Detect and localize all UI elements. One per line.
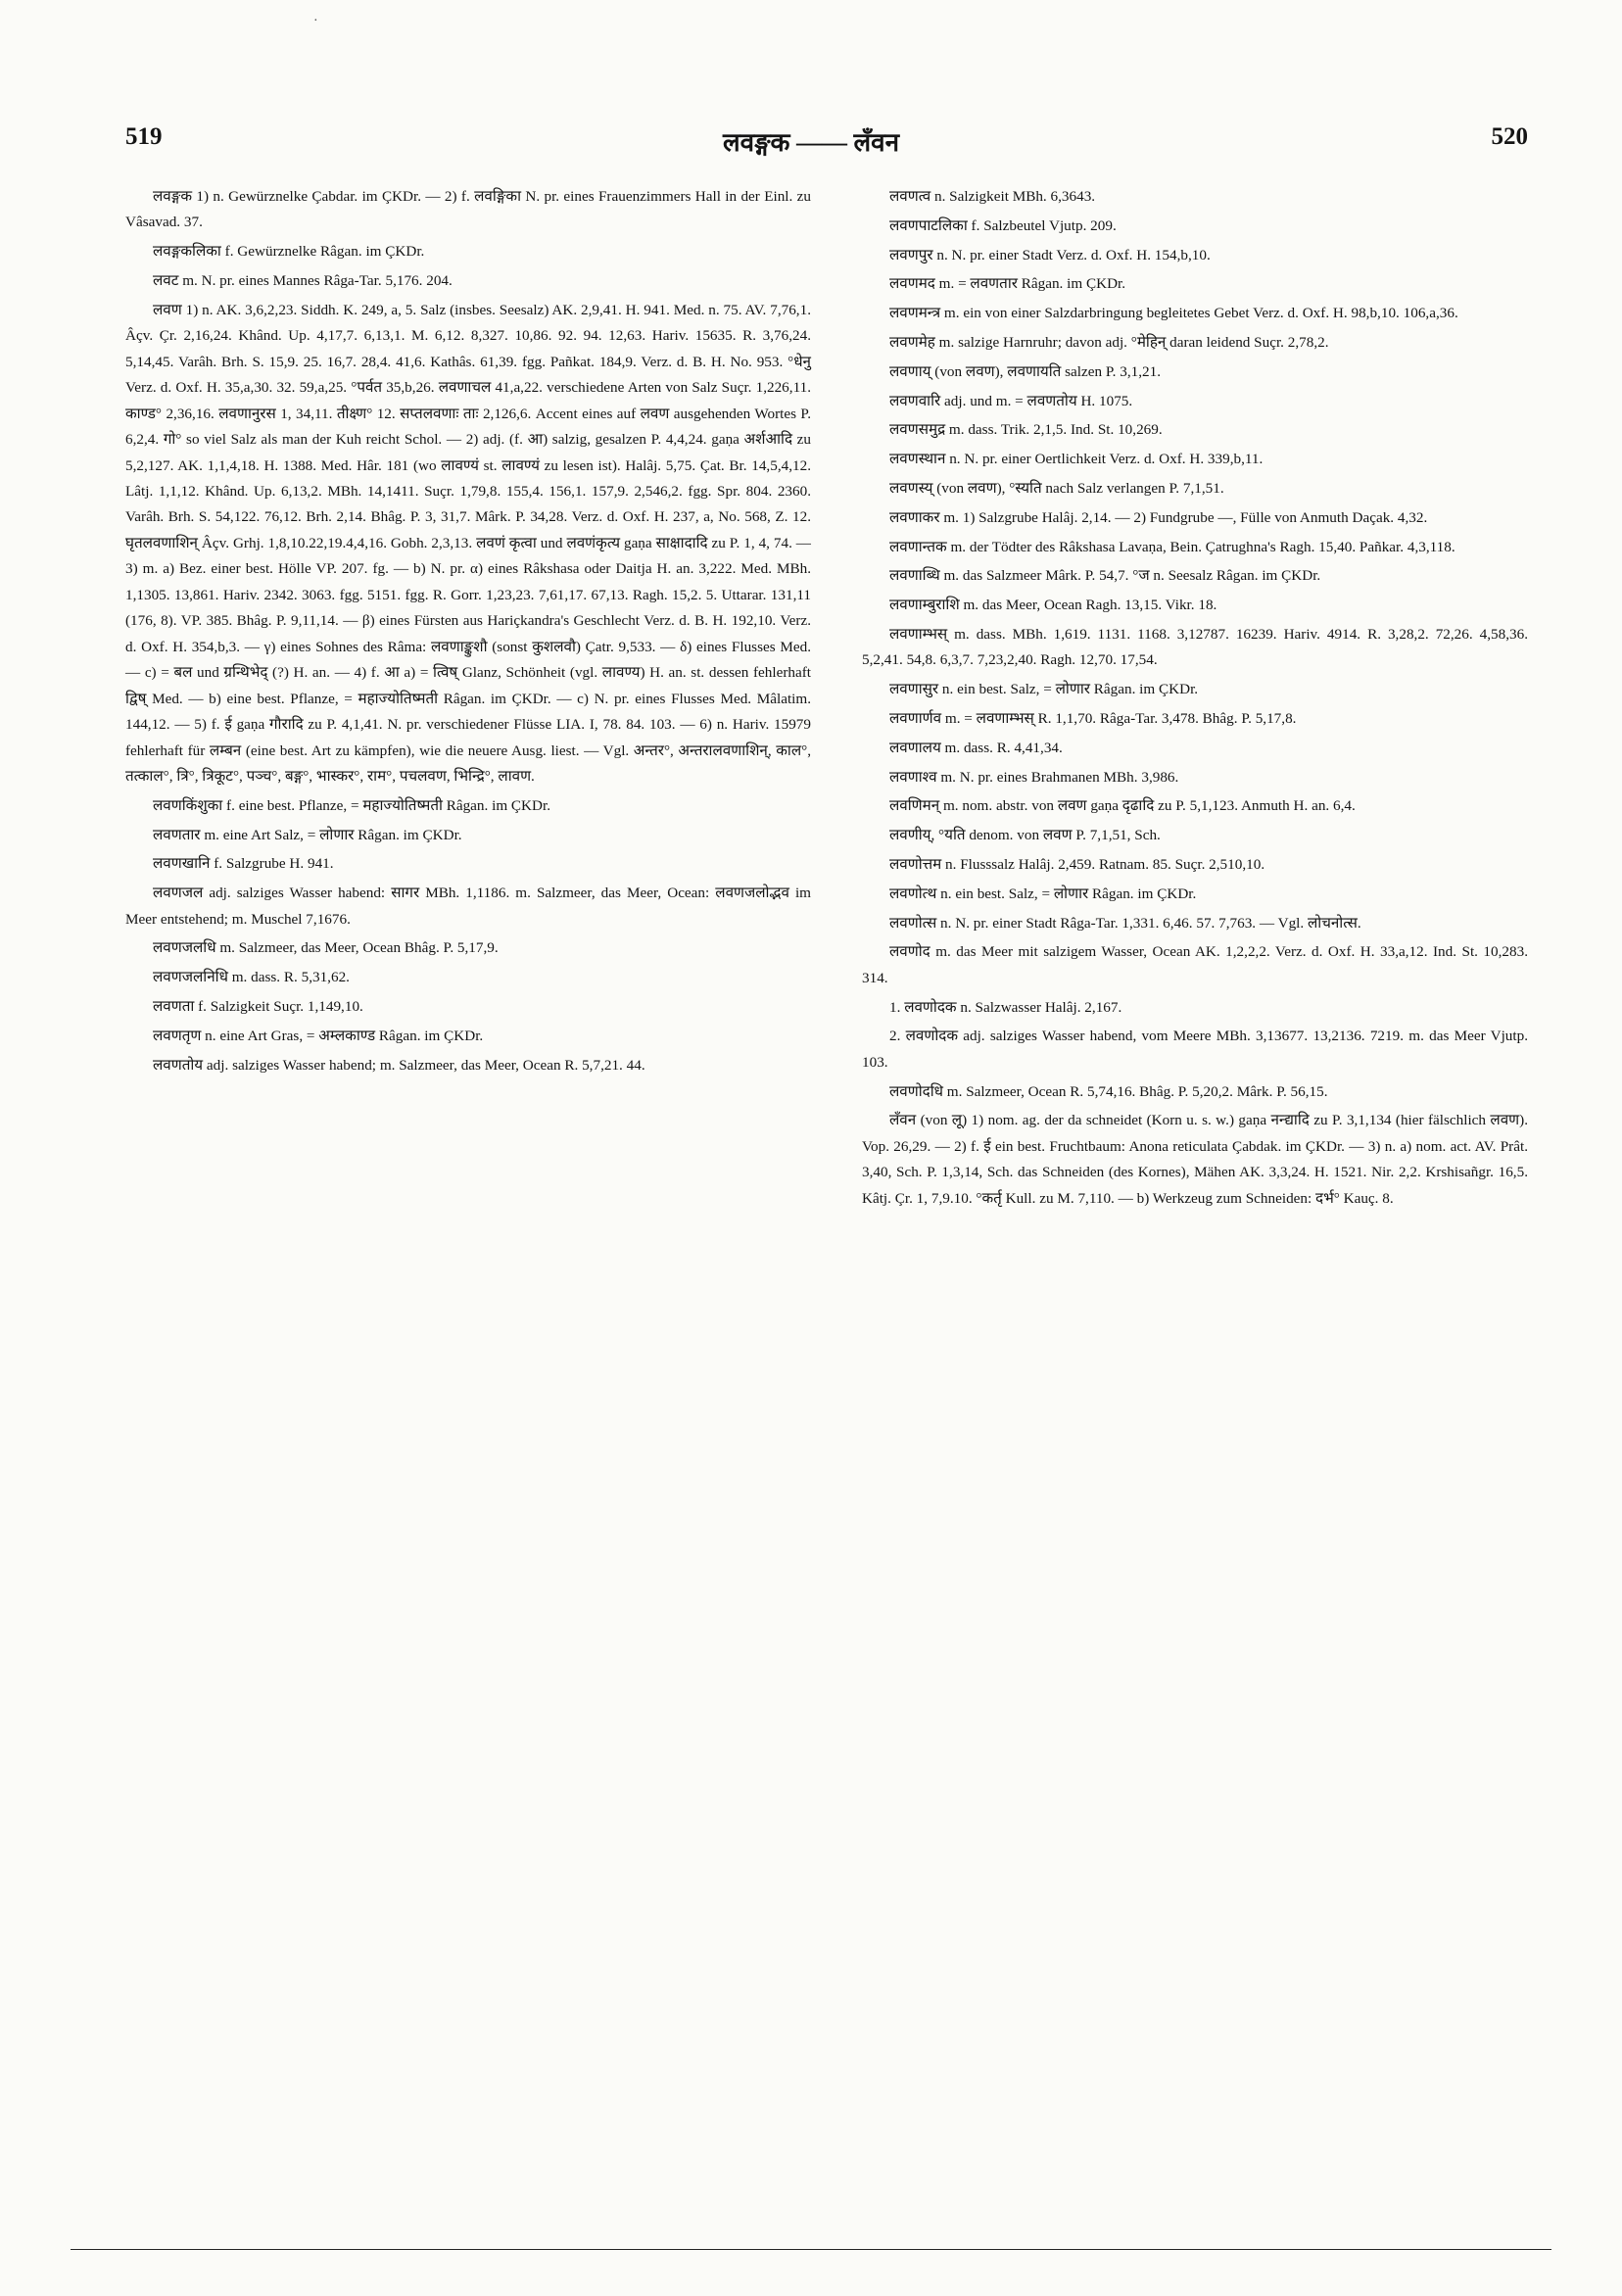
dictionary-entry: लवणजलधि m. Salzmeer, das Meer, Ocean Bhâg. P. 5,17,9. <box>153 939 499 957</box>
dictionary-entry: लवणस्थान n. N. pr. einer Oertlichkeit Verz. d. Oxf. H. 339,b,11. <box>889 451 1264 468</box>
dictionary-entry: लवणासुर n. ein best. Salz, = लोणार Râgan. im ÇKDr. <box>889 681 1199 698</box>
page-number-left: 519 <box>125 123 163 150</box>
page-header <box>0 123 1622 163</box>
dictionary-entry: लवणतृण n. eine Art Gras, = अम्लकाण्ड Râgan. im ÇKDr. <box>153 1027 484 1044</box>
dictionary-entry: लवणपाटलिका f. Salzbeutel Vjutp. 209. <box>889 216 1117 234</box>
dictionary-entry: लवणाब्धि m. das Salzmeer Mârk. P. 54,7. °ज n. Seesalz Râgan. im ÇKDr. <box>889 567 1321 585</box>
dictionary-entry: लवणालय m. dass. R. 4,41,34. <box>889 739 1063 756</box>
bottom-rule <box>71 2249 1551 2250</box>
dictionary-entry: लवणार्णव m. = लवणाम्भस् R. 1,1,70. Râga-Tar. 3,478. Bhâg. P. 5,17,8. <box>889 710 1297 727</box>
dictionary-entry: लवणान्तक m. der Tödter des Râkshasa Lavaṇa, Bein. Çatrughna's Ragh. 15,40. Pañkar. 4,3,118. <box>889 538 1455 555</box>
dictionary-entry: लवणोद m. das Meer mit salzigem Wasser, Ocean AK. 1,2,2,2. Verz. d. Oxf. H. 33,a,12. Ind. St. 10,283. 314. <box>862 943 1528 986</box>
right-column <box>862 184 1528 1216</box>
left-column <box>125 184 811 1081</box>
dictionary-entry: लवणीय्, °यति denom. von लवण P. 7,1,51, Sch. <box>889 827 1161 844</box>
dictionary-entry: लवणमद m. = लवणतार Râgan. im ÇKDr. <box>889 275 1126 293</box>
dictionary-entry: लवणखानि f. Salzgrube H. 941. <box>153 855 334 873</box>
dictionary-entry: 1. लवणोदक n. Salzwasser Halâj. 2,167. <box>889 998 1122 1016</box>
dictionary-entry: लवणाय् (von लवण), लवणायति salzen P. 3,1,21. <box>889 362 1161 380</box>
dictionary-entry: लवणतार m. eine Art Salz, = लोणार Râgan. im ÇKDr. <box>153 826 462 843</box>
dictionary-entry: लवणाम्बुराशि m. das Meer, Ocean Ragh. 13,15. Vikr. 18. <box>889 597 1217 614</box>
dictionary-entry: लवणिमन् m. nom. abstr. von लवण gaṇa दृढादि zu P. 5,1,123. Anmuth H. an. 6,4. <box>889 797 1356 815</box>
dictionary-entry: लवण 1) n. AK. 3,6,2,23. Siddh. K. 249, a, 5. Salz (insbes. Seesalz) AK. 2,9,41. H. 941. Med. n. 75. AV. 7,76,1. Âçv. Çr. 2,16,24. Khând. Up. 4,17,7. 6,13,1. M. 6,12. 8,327. 10,86. 92. 94. 12,63. Hariv. 15635. R. 3,76,24. 5,14,45. Varâh. Brh. S. 15,9. 25. 16,7. 28,4. 41,6. Kathâs. 61,39. fgg. Pañkat. 184,9. Verz. d. B. H. No. 953. °धेनु Verz. d. Oxf. H. 35,a,30. 32. 59,a,25. °पर्वत 35,b,26. लवणाचल 41,a,22. verschiedene Arten von Salz Suçr. 1,226,11. काण्ड° 2,36,16. लवणानुरस 1, 34,11. तीक्ष्ण° 12. सप्तलवणाः ताः 2,126,6. Accent eines auf लवण ausgehenden Wortes P. 6,2,4. गो° so viel Salz als man der Kuh reicht Schol. — 2) adj. (f. आ) salzig, gesalzen P. 4,4,24. gaṇa अर्शआदि zu 5,2,127. AK. 1,1,4,18. H. 1388. Med. Hâr. 181 (wo लावण्यं st. लावण्यं zu lesen ist). Halâj. 5,75. Çat. Br. 14,5,4,12. Lâtj. 1,1,12. Khând. Up. 6,13,2. MBh. 14,1411. Suçr. 1,79,8. 155,4. 156,1. 157,9. 2,546,2. fgg. Spr. 804. 2360. Varâh. Brh. S. 54,122. 76,12. Brh. 2,14. Bhâg. P. 3, 31,7. Mârk. P. 34,28. Verz. d. Oxf. H. 237, a, No. 568, Z. 12. घृतलवणाशिन् Âçv. Grhj. 1,8,10.22,19.4,4,16. Gobh. 2,3,13. लवणं कृत्वा und लवणंकृत्य gaṇa साक्षादादि zu P. 1, 4, 74. — 3) m. a) Bez. einer best. Hölle VP. 207. fg. — b) N. pr. α) eines Râkshasa oder Daitja H. an. 3,222. Med. MBh. 1,1305. 13,861. Hariv. 2342. 3063. fgg. 5151. fgg. R. Gorr. 1,23,23. 7,61,17. 67,13. Ragh. 15,2. 5. Uttarar. 131,11 (176, 8). VP. 385. Bhâg. P. 9,11,14. — β) eines Fürsten aus Hariçkandra's Geschlecht Verz. d. B. H. 192,10. Verz. d. Oxf. H. 354,b,3. — γ) eines Sohnes des Râma: लवणाङ्कुशौ (sonst कुशलवौ) Çatr. 9,533. — δ) eines Flusses Med. — c) = बल und ग्रन्थिभेद् (?) H. an. — 4) f. आ a) = त्विष् Glanz, Schönheit (vgl. लावण्य) H. an. st. dessen fehlerhaft द्विष् Med. — b) eine best. Pflanze, = महाज्योतिष्मती Râgan. im ÇKDr. — c) N. pr. eines Flusses Med. Mâlatim. 144,12. — 5) f. ई gaṇa गौरादि zu P. 4,1,41. N. pr. verschiedener Flüsse LIA. I, 78. 84. 103. — 6) n. Hariv. 15979 fehlerhaft für लम्बन (eine best. Art zu kämpfen), wie die neuere Ausg. liest. — Vgl. अन्तर°, अन्तरालवणाशिन्, काल°, तत्काल°, त्रि°, त्रिकूट°, पञ्च°, बङ्ग°, भास्कर°, राम°, पचलवण, भिन्द्रि°, लावण. <box>125 301 811 785</box>
dictionary-entry: लवणजल adj. salziges Wasser habend: सागर MBh. 1,1186. m. Salzmeer, das Meer, Ocean: लवणजलोद्भव im Meer entstehend; m. Muschel 7,1676. <box>125 885 811 928</box>
dictionary-entry: लवणपुर n. N. pr. einer Stadt Verz. d. Oxf. H. 154,b,10. <box>889 246 1211 263</box>
dictionary-entry: लवणोदधि m. Salzmeer, Ocean R. 5,74,16. Bhâg. P. 5,20,2. Mârk. P. 56,15. <box>889 1082 1328 1100</box>
dictionary-entry: लवणाश्व m. N. pr. eines Brahmanen MBh. 3,986. <box>889 768 1179 786</box>
dictionary-entry: लवङ्गकलिका f. Gewürznelke Râgan. im ÇKDr. <box>153 243 425 261</box>
dictionary-entry: लवणतोय adj. salziges Wasser habend; m. Salzmeer, das Meer, Ocean R. 5,7,21. 44. <box>153 1056 645 1074</box>
running-title: लवङ्गक —— लँवन <box>722 128 900 157</box>
stray-mark: · <box>313 14 318 28</box>
dictionary-entry: लवट m. N. pr. eines Mannes Râga-Tar. 5,176. 204. <box>153 272 453 290</box>
dictionary-entry: 2. लवणोदक adj. salziges Wasser habend, vom Meere MBh. 3,13677. 13,2136. 7219. m. das Meer Vjutp. 103. <box>862 1028 1528 1071</box>
dictionary-entry: लवणत्व n. Salzigkeit MBh. 6,3643. <box>889 188 1096 205</box>
dictionary-entry: लवणोत्थ n. ein best. Salz, = लोणार Râgan. im ÇKDr. <box>889 885 1197 902</box>
dictionary-entry: लवणोत्तम n. Flusssalz Halâj. 2,459. Ratnam. 85. Suçr. 2,510,10. <box>889 855 1265 873</box>
page-number-right: 520 <box>1491 123 1528 150</box>
dictionary-entry: लवङ्गक 1) n. Gewürznelke Çabdar. im ÇKDr. — 2) f. लवङ्गिका N. pr. eines Frauenzimmers Hall in der Einl. zu Vâsavad. 37. <box>125 188 811 231</box>
dictionary-entry: लवणमेह m. salzige Harnruhr; davon adj. °मेहिन् daran leidend Suçr. 2,78,2. <box>889 333 1329 351</box>
dictionary-entry: लवणमन्त्र m. ein von einer Salzdarbringung begleitetes Gebet Verz. d. Oxf. H. 98,b,10. 106,a,36. <box>889 305 1458 322</box>
dictionary-entry: लवणाम्भस् m. dass. MBh. 1,619. 1131. 1168. 3,12787. 16239. Hariv. 4914. R. 3,28,2. 72,26. 4,58,36. 5,2,41. 54,8. 6,3,7. 7,23,2,40. Ragh. 12,70. 17,54. <box>862 625 1528 669</box>
dictionary-entry: लवणजलनिधि m. dass. R. 5,31,62. <box>153 969 350 986</box>
dictionary-entry: लवणोत्स n. N. pr. einer Stadt Râga-Tar. 1,331. 6,46. 57. 7,763. — Vgl. लोचनोत्स. <box>889 914 1361 932</box>
dictionary-entry: लवणकिंशुका f. eine best. Pflanze, = महाज्योतिष्मती Râgan. im ÇKDr. <box>153 796 551 814</box>
dictionary-entry: लवणवारि adj. und m. = लवणतोय H. 1075. <box>889 392 1133 409</box>
dictionary-entry: लँवन (von लू) 1) nom. ag. der da schneidet (Korn u. s. w.) gaṇa नन्द्यादि zu P. 3,1,134 (hier fälschlich लवण). Vop. 26,29. — 2) f. ई ein best. Fruchtbaum: Anona reticulata Çabdak. im ÇKDr. — 3) n. a) nom. act. AV. Prât. 3,40, Sch. P. 1,3,14, Sch. das Schneiden (des Kornes), Mähen AK. 3,3,24. H. 1521. Nir. 2,2. Krshisañgr. 16,5. Kâtj. Çr. 1, 7,9.10. °कर्तृ Kull. zu M. 7,110. — b) Werkzeug zum Schneiden: दर्भ° Kauç. 8. <box>862 1112 1528 1207</box>
dictionary-entry: लवणसमुद्र m. dass. Trik. 2,1,5. Ind. St. 10,269. <box>889 421 1163 439</box>
dictionary-entry: लवणस्य् (von लवण), °स्यति nach Salz verlangen P. 7,1,51. <box>889 479 1224 497</box>
dictionary-entry: लवणता f. Salzigkeit Suçr. 1,149,10. <box>153 998 363 1016</box>
dictionary-entry: लवणाकर m. 1) Salzgrube Halâj. 2,14. — 2) Fundgrube —, Fülle von Anmuth Daçak. 4,32. <box>889 508 1428 526</box>
